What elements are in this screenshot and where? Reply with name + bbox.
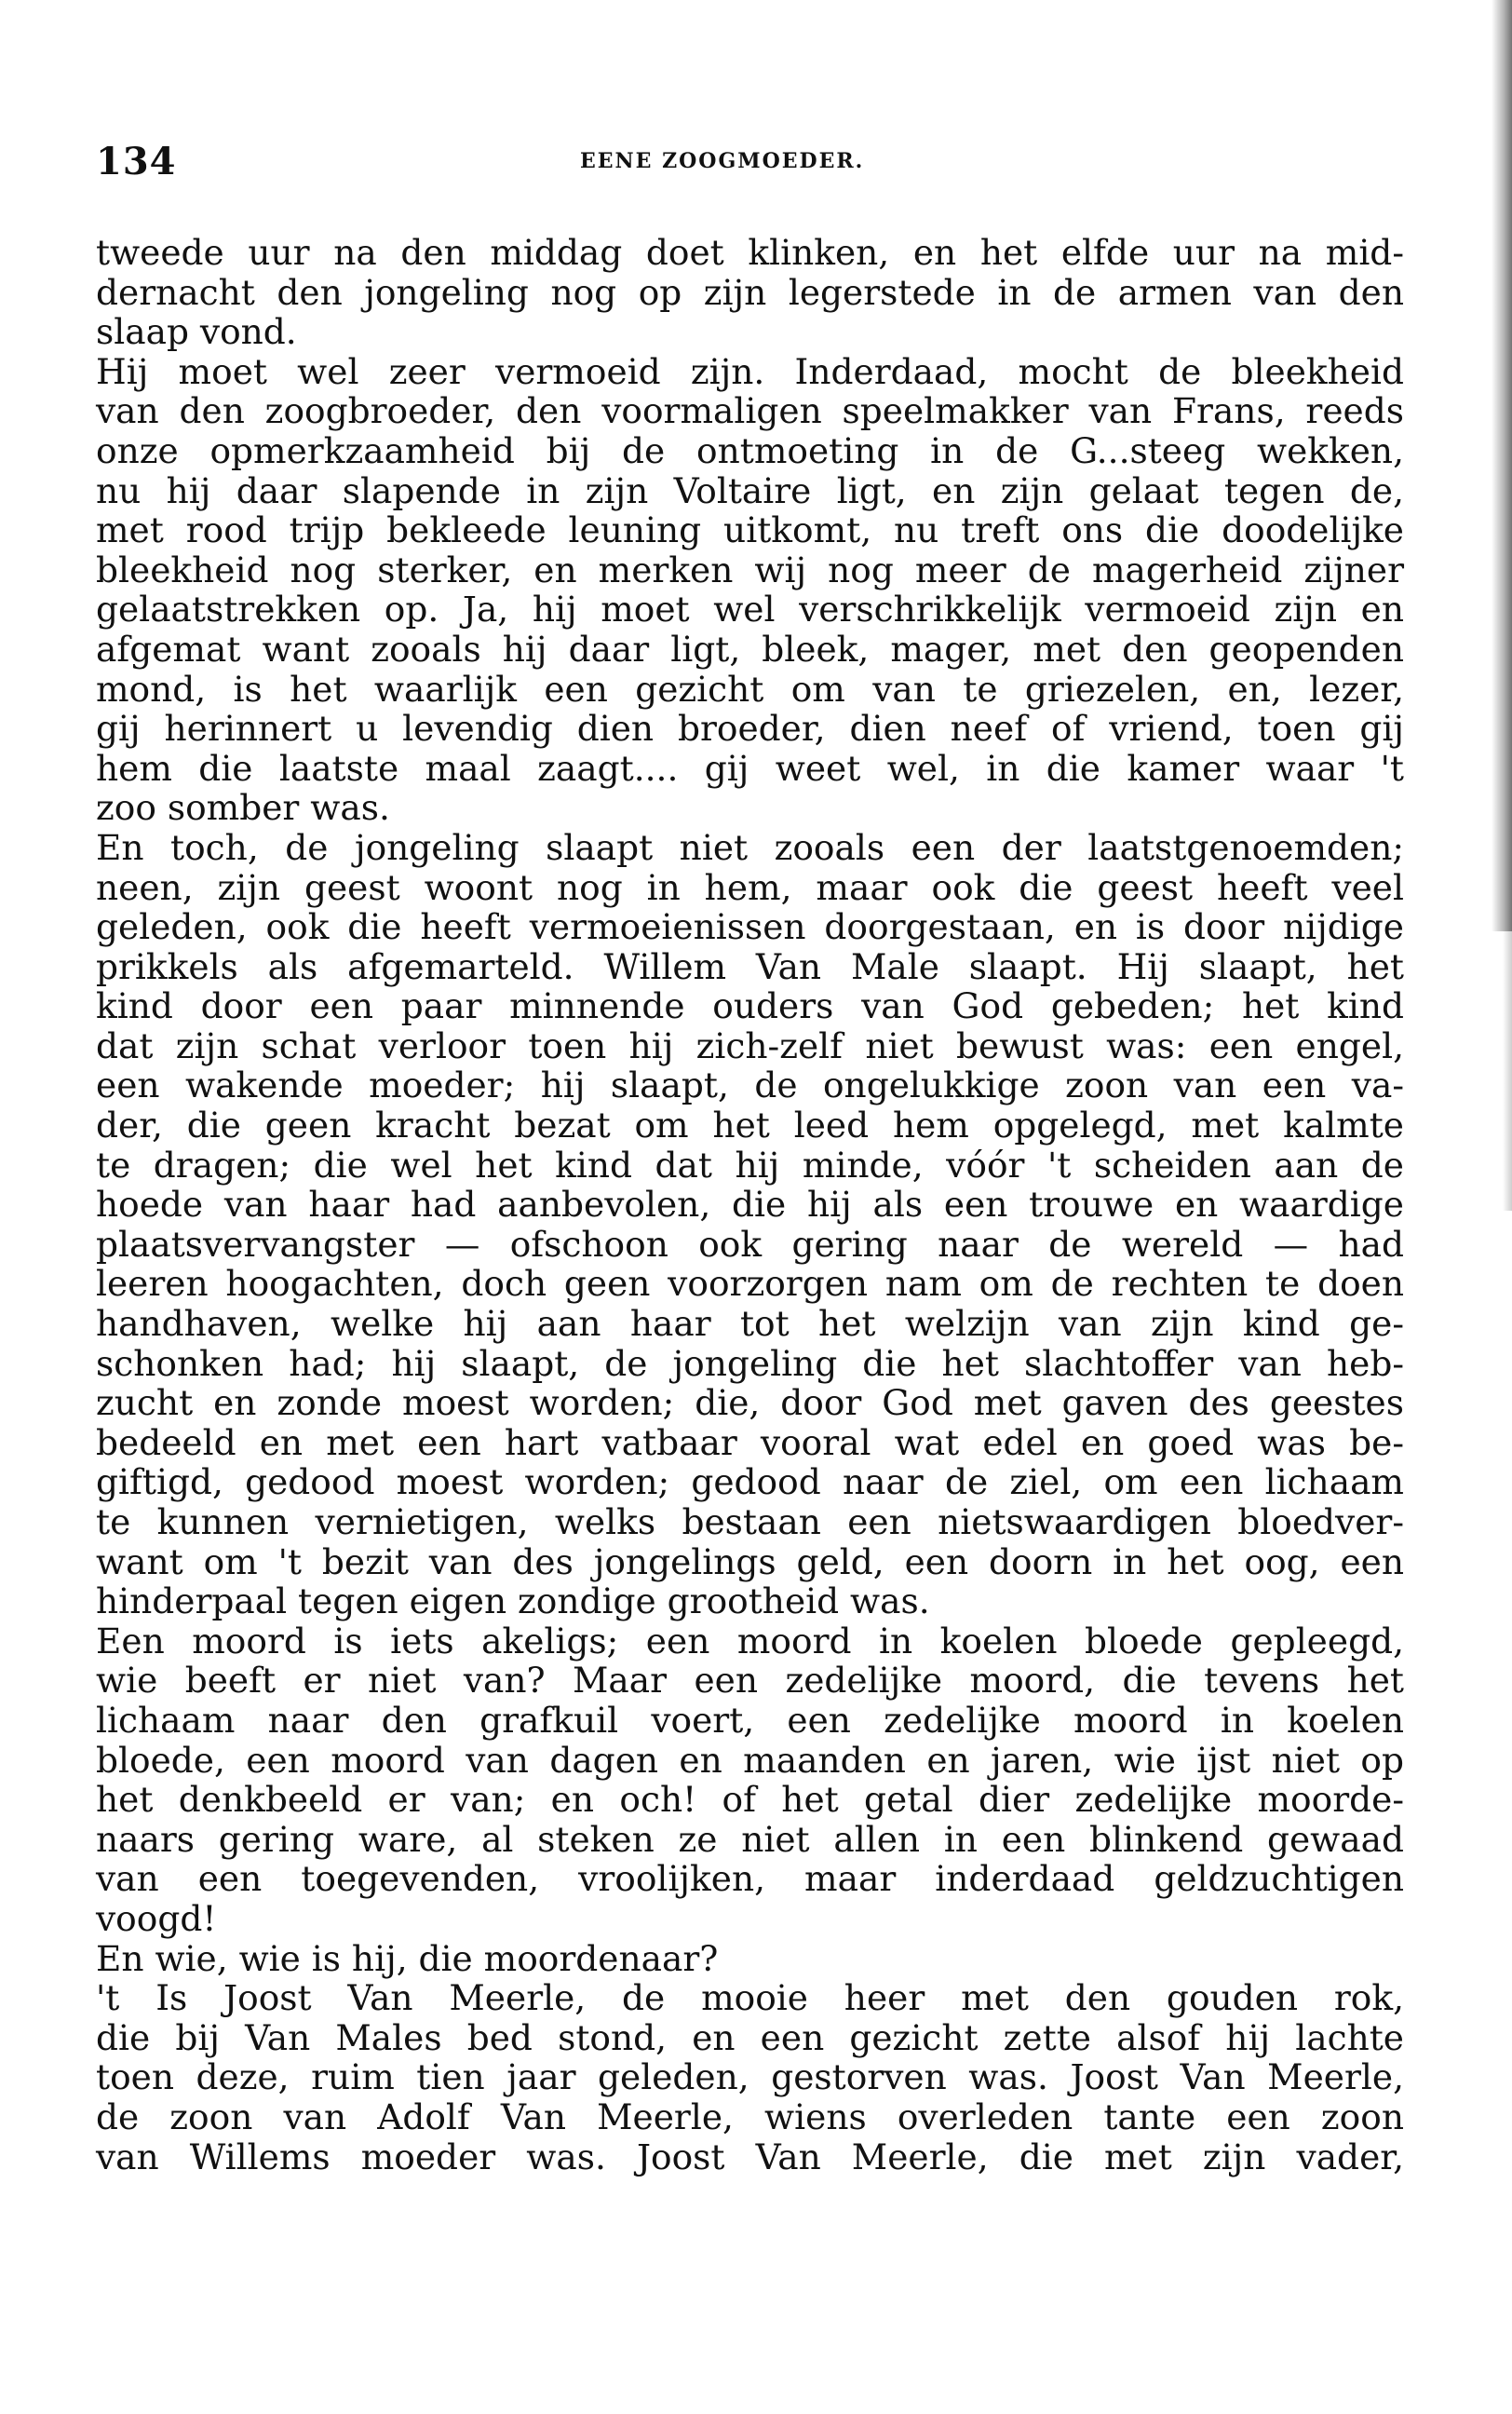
text-line: giftigd, gedood moest worden; gedood naar de ziel, om een lichaam	[96, 1461, 1404, 1503]
text-line: hinderpaal tegen eigen zondige grootheid was.	[96, 1580, 930, 1622]
page-number: 134	[96, 140, 177, 183]
text-line: bloede, een moord van dagen en maanden en jaren, wie ijst niet op	[96, 1739, 1404, 1781]
page-header	[96, 140, 1413, 186]
text-line: gelaatstrekken op. Ja, hij moet wel verschrikkelijk vermoeid zijn en	[96, 589, 1404, 631]
text-line: dat zijn schat verloor toen hij zich-zelf niet bewust was: een engel,	[96, 1024, 1404, 1066]
text-line: kind door een paar minnende ouders van God gebeden; het kind	[96, 985, 1404, 1027]
running-head: EENE ZOOGMOEDER.	[580, 149, 865, 173]
text-line: geleden, ook die heeft vermoeienissen doorgestaan, en is door nijdige	[96, 906, 1404, 948]
text-line: slaap vond.	[96, 311, 297, 353]
text-line: hoede van haar had aanbevolen, die hij als een trouwe en waardige	[96, 1184, 1404, 1226]
text-line: wie beeft er niet van? Maar een zedelijke moord, die tevens het	[96, 1660, 1404, 1702]
text-line: mond, is het waarlijk een gezicht om van te griezelen, en, lezer,	[96, 668, 1404, 710]
text-line: te dragen; die wel het kind dat hij minde, vóór 't scheiden aan de	[96, 1144, 1404, 1186]
text-line: de zoon van Adolf Van Meerle, wiens overleden tante een zoon	[96, 2095, 1404, 2137]
text-line: handhaven, welke hij aan haar tot het welzijn van zijn kind ge-	[96, 1303, 1404, 1345]
text-line: Hij moet wel zeer vermoeid zijn. Inderdaad, mocht de bleekheid	[96, 350, 1404, 392]
text-line: bedeeld en met een hart vatbaar vooral wat edel en goed was be-	[96, 1421, 1404, 1463]
text-line: afgemat want zooals hij daar ligt, bleek, mager, met den geopenden	[96, 628, 1404, 670]
text-line: onze opmerkzaamheid bij de ontmoeting in de G...steeg wekken,	[96, 429, 1404, 471]
text-line: nu hij daar slapende in zijn Voltaire ligt, en zijn gelaat tegen de,	[96, 469, 1404, 511]
text-line: een wakende moeder; hij slaapt, de ongelukkige zoon van een va-	[96, 1065, 1404, 1106]
scan-edge-shadow	[1492, 0, 1512, 931]
text-line: want om 't bezit van des jongelings geld, een doorn in het oog, een	[96, 1540, 1404, 1582]
text-line: Een moord is iets akeligs; een moord in koelen bloede gepleegd,	[96, 1620, 1404, 1661]
text-line: van Willems moeder was. Joost Van Meerle, die met zijn vader,	[96, 2136, 1404, 2177]
text-line: leeren hoogachten, doch geen voorzorgen nam om de rechten te doen	[96, 1263, 1404, 1305]
text-line: naars gering ware, al steken ze niet allen in een blinkend gewaad	[96, 1818, 1404, 1860]
text-line: neen, zijn geest woont nog in hem, maar ook die geest heeft veel	[96, 866, 1404, 908]
text-line: prikkels als afgemarteld. Willem Van Male slaapt. Hij slaapt, het	[96, 945, 1404, 987]
scan-edge-shadow-lower	[1503, 931, 1512, 1211]
text-line: voogd!	[96, 1897, 217, 1939]
text-line: bleekheid nog sterker, en merken wij nog meer de magerheid zijner	[96, 549, 1404, 590]
text-line: te kunnen vernietigen, welks bestaan een nietswaardigen bloedver-	[96, 1501, 1404, 1542]
text-line: toen deze, ruim tien jaar geleden, gestorven was. Joost Van Meerle,	[96, 2056, 1404, 2098]
text-line: dernacht den jongeling nog op zijn legerstede in de armen van den	[96, 271, 1404, 313]
text-line: van een toegevenden, vroolijken, maar inderdaad geldzuchtigen	[96, 1858, 1404, 1900]
text-line: van den zoogbroeder, den voormaligen speelmakker van Frans, reeds	[96, 390, 1404, 432]
text-line: lichaam naar den grafkuil voert, een zedelijke moord in koelen	[96, 1699, 1404, 1741]
text-line: gij herinnert u levendig dien broeder, dien neef of vriend, toen gij	[96, 708, 1404, 750]
text-line: der, die geen kracht bezat om het leed hem opgelegd, met kalmte	[96, 1105, 1404, 1146]
text-line: En toch, de jongeling slaapt niet zooals een der laatstgenoemden;	[96, 826, 1404, 868]
text-line: zucht en zonde moest worden; die, door God met gaven des geestes	[96, 1382, 1404, 1424]
text-line: hem die laatste maal zaagt.... gij weet wel, in die kamer waar 't	[96, 747, 1404, 789]
text-line: die bij Van Males bed stond, en een gezicht zette alsof hij lachte	[96, 2016, 1404, 2058]
text-line: plaatsvervangster — ofschoon ook gering naar de wereld — had	[96, 1223, 1404, 1265]
body-text	[96, 233, 1404, 2177]
text-line: het denkbeeld er van; en och! of het getal dier zedelijke moorde-	[96, 1779, 1404, 1821]
text-line: zoo somber was.	[96, 787, 390, 829]
text-line: tweede uur na den middag doet klinken, en het elfde uur na mid-	[96, 232, 1404, 273]
text-line: schonken had; hij slaapt, de jongeling die het slachtoffer van heb-	[96, 1342, 1404, 1384]
text-line: 't Is Joost Van Meerle, de mooie heer met den gouden rok,	[96, 1977, 1404, 2019]
text-line: En wie, wie is hij, die moordenaar?	[96, 1937, 719, 1979]
text-line: met rood trijp bekleede leuning uitkomt, nu treft ons die doodelijke	[96, 509, 1404, 551]
